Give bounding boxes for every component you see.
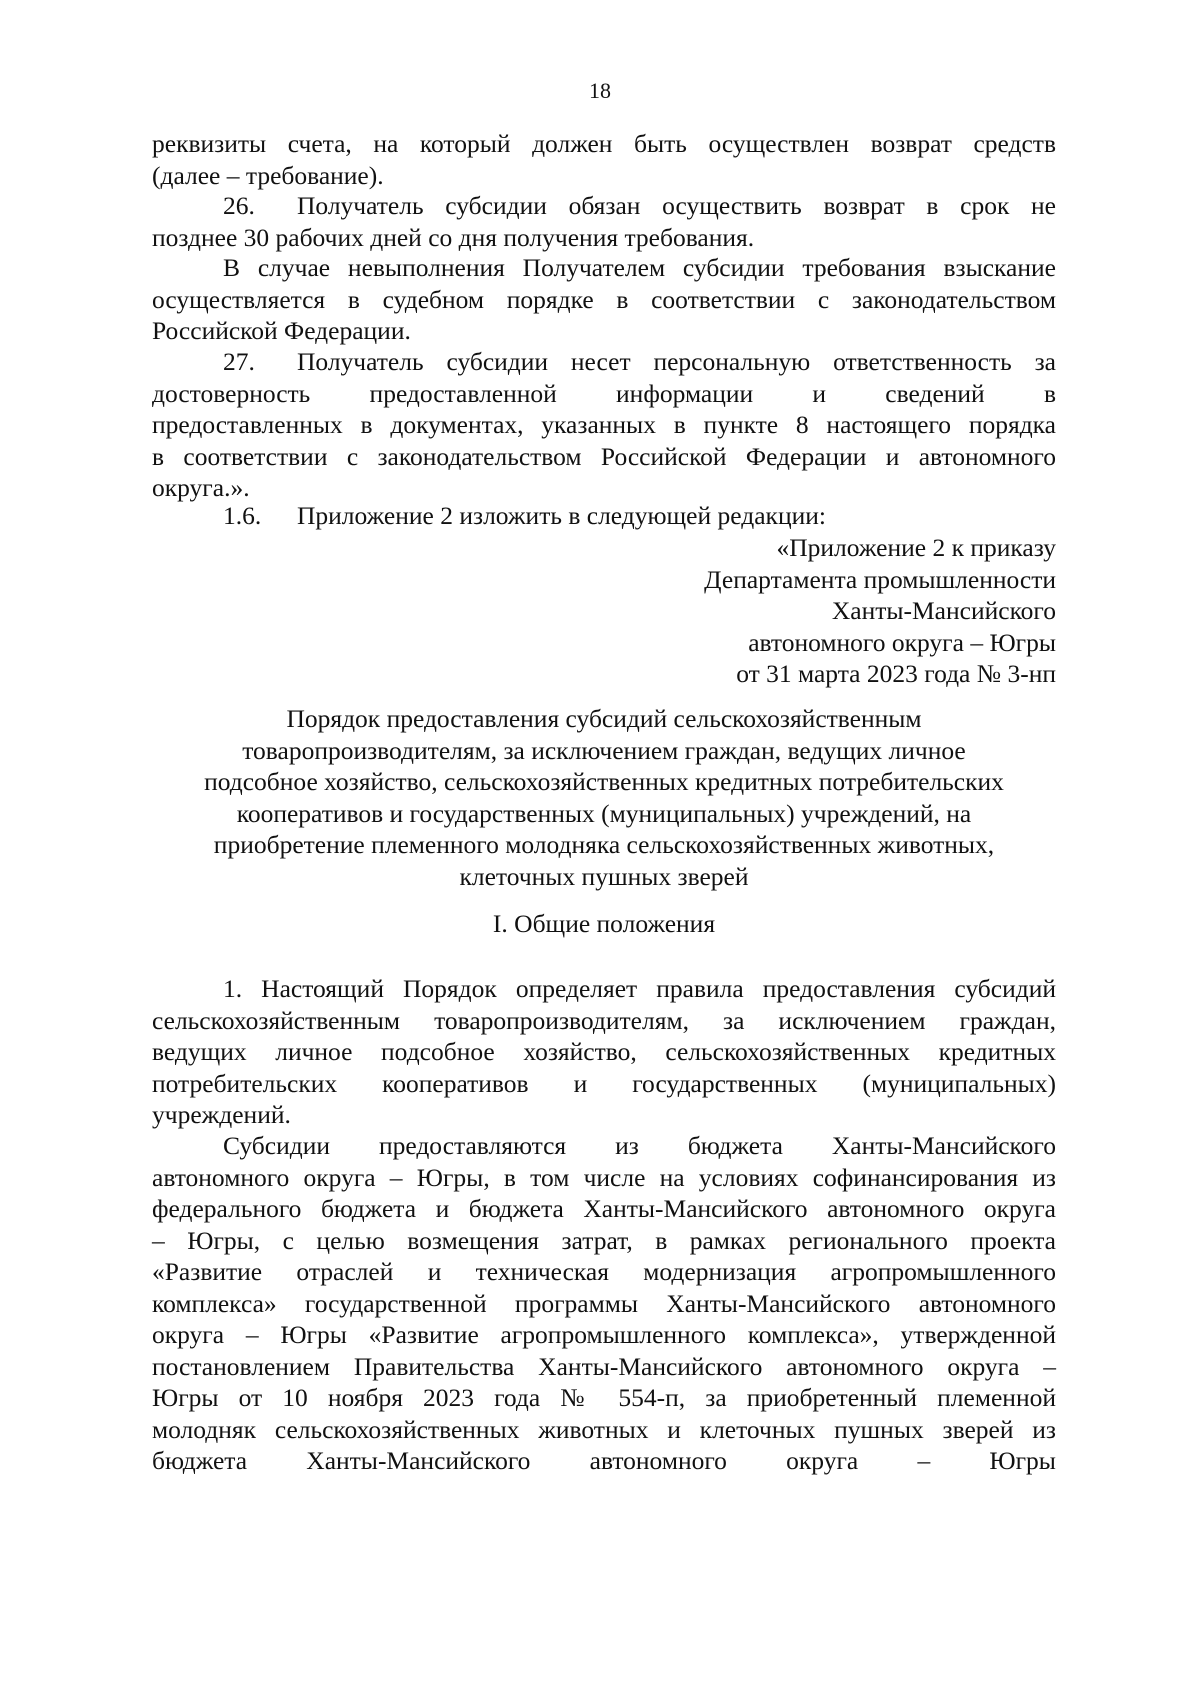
appendix-header-line: от 31 марта 2023 года № 3-нп (736, 659, 1056, 688)
word: сведений (885, 378, 985, 408)
word: – (917, 1446, 931, 1475)
subsidies-paragraph (152, 1130, 1056, 1477)
word: предоставляются (378, 1131, 567, 1160)
text-line: федерального бюджета и бюджета Ханты-Мансийского автономного округа (152, 1194, 1056, 1223)
word: автономного (589, 1446, 727, 1475)
appendix-header-line: автономного округа – Югры (748, 627, 1056, 657)
clause-text: Получатель субсидии обязан осуществить возврат в срок не (297, 191, 1056, 220)
text-line: потребительских кооперативов и государственных (муниципальных) (152, 1068, 1056, 1098)
word: бюджета (687, 1131, 783, 1160)
clause-number: 1.6. (223, 501, 262, 530)
default-paragraph (152, 252, 1056, 347)
title-line: Порядок предоставления субсидий сельскохозяйственным (286, 704, 922, 733)
clause-1 (152, 973, 1056, 1131)
word: из (615, 1131, 639, 1160)
clause-number: 27. (223, 347, 255, 376)
word: округа (786, 1446, 859, 1475)
clause-1-6 (152, 500, 1056, 532)
word: Ханты-Мансийского (306, 1446, 531, 1475)
text-line-spread (152, 1130, 1056, 1162)
word: Ханты-Мансийского (831, 1131, 1056, 1160)
title-line: подсобное хозяйство, сельскохозяйственных кредитных потребительских (204, 767, 1004, 796)
appendix-header-line: Ханты-Мансийского (831, 596, 1056, 625)
word: Субсидии (223, 1131, 330, 1160)
word: информации (616, 378, 754, 408)
word: Югры (989, 1446, 1056, 1475)
text-line: постановлением Правительства Ханты-Мансийского автономного округа – (152, 1351, 1056, 1381)
text-line-spread (152, 378, 1056, 410)
text-line (152, 190, 1056, 222)
text-line: ведущих личное подсобное хозяйство, сельскохозяйственных кредитных (152, 1037, 1056, 1066)
text-line: комплекса» государственной программы Ханты-Мансийского автономного (152, 1288, 1056, 1318)
text-line: осуществляется в судебном порядке в соответствии с законодательством (152, 284, 1056, 314)
appendix-header (152, 532, 1056, 690)
section-heading (152, 908, 1056, 940)
clause-number: 26. (223, 191, 255, 220)
text-line: сельскохозяйственным товаропроизводителям, за исключением граждан, (152, 1005, 1056, 1035)
text-line: округа – Югры «Развитие агропромышленного комплекса», утвержденной (152, 1320, 1056, 1349)
word: достоверность (152, 378, 311, 408)
text-line: предоставленных в документах, указанных в пункте 8 настоящего порядка (152, 410, 1056, 439)
clause-text: Получатель субсидии несет персональную ответственность за (297, 347, 1056, 376)
text-line: округа.». (152, 473, 250, 502)
clause-27 (152, 346, 1056, 504)
title-line: кооперативов и государственных (муниципальных) учреждений, на (236, 798, 972, 828)
text-line: 1. Настоящий Порядок определяет правила предоставления субсидий (223, 974, 1056, 1003)
title-line: товаропроизводителям, за исключением граждан, ведущих личное (242, 735, 966, 765)
text-line: (далее – требование). (152, 160, 384, 190)
clause-26 (152, 190, 1056, 253)
text-line-spread (152, 1445, 1056, 1477)
appendix-header-line: «Приложение 2 к приказу (776, 533, 1056, 562)
text-line: в соответствии с законодательством Российской Федерации и автономного (152, 441, 1056, 471)
text-line: – Югры, с целью возмещения затрат, в рамках регионального проекта (152, 1225, 1056, 1255)
text-line: реквизиты счета, на который должен быть осуществлен возврат средств (152, 129, 1056, 158)
document-title (152, 703, 1056, 892)
title-line: клеточных пушных зверей (459, 861, 749, 891)
text-line: Югры от 10 ноября 2023 года № 554-п, за приобретенный племенной (152, 1383, 1056, 1412)
page-number: 18 (589, 78, 611, 103)
text-line (152, 500, 1056, 532)
word: предоставленной (369, 378, 557, 408)
text-line: Российской Федерации. (152, 316, 411, 345)
appendix-header-line: Департамента промышленности (704, 564, 1056, 594)
word: в (1043, 378, 1056, 408)
text-line: автономного округа – Югры, в том числе на условиях софинансирования из (152, 1162, 1056, 1192)
text-line: учреждений. (152, 1100, 291, 1129)
title-line: приобретение племенного молодняка сельскохозяйственных животных, (213, 830, 995, 859)
text-line: В случае невыполнения Получателем субсидии требования взыскание (223, 253, 1056, 282)
clause-text: Приложение 2 изложить в следующей редакции: (297, 501, 826, 530)
text-line: молодняк сельскохозяйственных животных и клеточных пушных зверей из (152, 1414, 1056, 1444)
word: бюджета (152, 1446, 248, 1475)
continuation-paragraph (152, 128, 1056, 191)
text-line (152, 346, 1056, 378)
text-line: позднее 30 рабочих дней со дня получения требования. (152, 222, 755, 252)
section-title: I. Общие положения (492, 909, 716, 938)
text-line: «Развитие отраслей и техническая модернизация агропромышленного (152, 1257, 1056, 1286)
word: и (812, 378, 827, 408)
